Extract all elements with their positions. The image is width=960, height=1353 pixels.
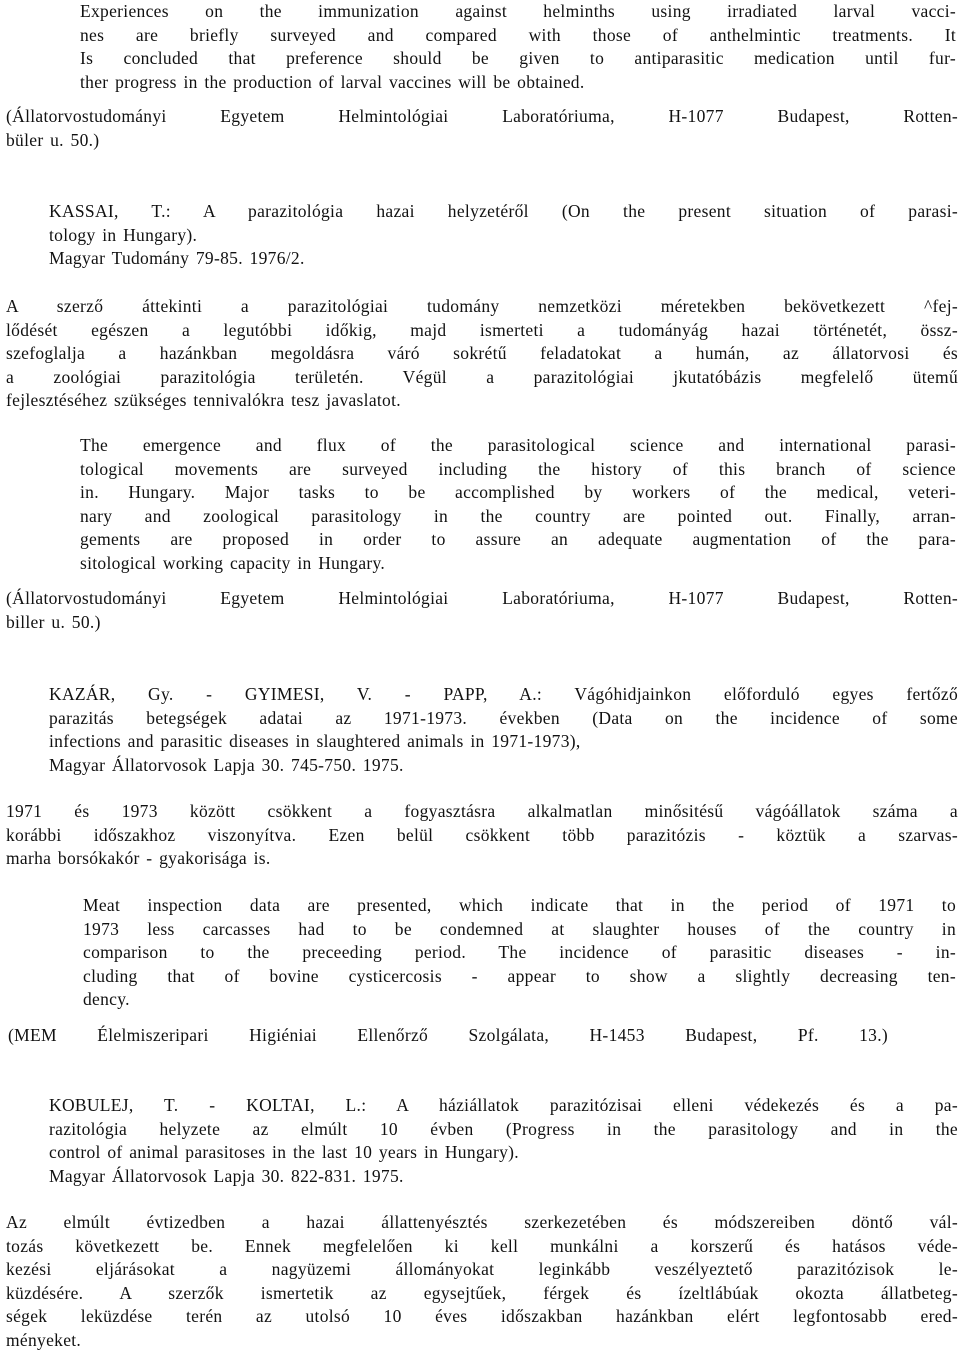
text-line: The emergence and flux of the parasitological science and international parasi- (80, 435, 956, 455)
text-line: Magyar Állatorvosok Lapja 30. 745-750. 1975. (49, 754, 404, 775)
text-line: tology in Hungary). (49, 224, 198, 245)
text-line: marha borsókakór - gyakorisága is. (6, 848, 271, 868)
text-line: korábbi időszakhoz viszonyítva. Ezen belül csökkent több parazitózis - köztük a szarvas- (6, 824, 958, 845)
text-line: Meat inspection data are presented, which indicate that in the period of 1971 to (83, 895, 956, 915)
abstract-en-kassai (80, 434, 956, 575)
text-line: biller u. 50.) (6, 611, 101, 632)
affiliation-kazar (8, 1024, 888, 1048)
text-line: A szerző áttekinti a parazitológiai tudomány nemzetközi méretekben bekövetkezett ^fej- (6, 296, 958, 316)
text-line: dency. (83, 989, 130, 1009)
text-line: kezési eljárásokat a nagyüzemi állományokat leginkább veszélyeztető parazitózisok le- (6, 1259, 958, 1279)
abstract-en-kazar (83, 894, 956, 1012)
text-line: a zoológiai parazitológia területén. Végül a parazitológiai jkutatóbázis megfelelő ütemű (6, 366, 958, 387)
text-line: in. Hungary. Major tasks to be accomplished by workers of the medical, veteri- (80, 482, 956, 502)
text-line: 1973 less carcasses had to be condemned at slaughter houses of the country in (83, 918, 956, 939)
text-line: control of animal parasitoses in the last 10 years in Hungary). (49, 1142, 519, 1162)
text-line: nary and zoological parasitology in the country are pointed out. Finally, arran- (80, 505, 956, 526)
text-line: ther progress in the production of larval vaccines will be obtained. (80, 71, 585, 92)
text-line: Az elmúlt évtizedben a hazai állattenyésztés szerkezetében és módszereiben döntő vál- (6, 1212, 958, 1232)
text-line: cluding that of bovine cysticercosis - appear to show a slightly decreasing ten- (83, 965, 956, 986)
abstract-hu-kassai (6, 295, 958, 413)
text-line: (Állatorvostudományi Egyetem Helmintológiai Laboratóriuma, H-1077 Budapest, Rotten- (6, 588, 958, 608)
text-line: razitológia helyzete az elmúlt 10 évben (Progress in the parasitology and in the (49, 1118, 958, 1139)
text-line: büler u. 50.) (6, 129, 100, 150)
intro-abstract-en (80, 0, 956, 94)
text-line: küzdésére. A szerzők ismertetik az egysejtűek, férgek és ízeltlábúak okozta állatbeteg- (6, 1282, 958, 1303)
text-line: Is concluded that preference should be given to antiparasitic medication until fur- (80, 48, 956, 68)
text-line: comparison to the preceeding period. The incidence of parasitic diseases - in- (83, 942, 956, 962)
text-line: ségek leküzdése terén az utolsó 10 éves időszakban hazánkban elért legfontosabb ered- (6, 1306, 958, 1326)
text-line: (Állatorvostudományi Egyetem Helmintológiai Laboratóriuma, H-1077 Budapest, Rotten- (6, 106, 958, 126)
text-line: KASSAI, T.: A parazitológia hazai helyzetéről (On the present situation of parasi- (49, 201, 958, 221)
text-line: tozás következett be. Ennek megfelelően ki kell munkálni a korszerű és hatásos véde- (6, 1235, 958, 1256)
text-line: sitological working capacity in Hungary. (80, 552, 386, 573)
abstract-hu-kazar (6, 800, 958, 871)
text-line: tological movements are surveyed including the history of this branch of science (80, 458, 956, 479)
citation-kassai (49, 200, 958, 271)
text-line: fejlesztéséhez szükséges tennivalókra tesz javaslatot. (6, 390, 401, 410)
text-line: nes are briefly surveyed and compared with those of anthelmintic treatments. It (80, 24, 956, 45)
text-line: parazitás betegségek adatai az 1971-1973. években (Data on the incidence of some (49, 707, 958, 728)
text-line: KOBULEJ, T. - KOLTAI, L.: A háziállatok parazitózisai elleni védekezés és a pa- (49, 1095, 958, 1115)
text-line: ményeket. (6, 1329, 82, 1350)
text-line: 1971 és 1973 között csökkent a fogyasztásra alkalmatlan minősitésű vágóállatok száma a (6, 801, 958, 821)
affiliation-kassai (6, 587, 958, 634)
text-line: Magyar Tudomány 79-85. 1976/2. (49, 248, 305, 268)
text-line: KAZÁR, Gy. - GYIMESI, V. - PAPP, A.: Vágóhidjainkon előforduló egyes fertőző (49, 684, 958, 704)
text-line: infections and parasitic diseases in slaughtered animals in 1971-1973), (49, 731, 581, 751)
text-line: (MEM Élelmiszeripari Higiéniai Ellenőrző Szolgálata, H-1453 Budapest, Pf. 13.) (8, 1025, 888, 1045)
text-line: gements are proposed in order to assure an adequate augmentation of the para- (80, 529, 956, 549)
text-line: Experiences on the immunization against helminths using irradiated larval vacci- (80, 1, 956, 21)
abstract-hu-kobulej (6, 1211, 958, 1352)
citation-kobulej (49, 1094, 958, 1188)
text-line: Magyar Állatorvosok Lapja 30. 822-831. 1975. (49, 1165, 404, 1186)
text-line: szefoglalja a hazánkban megoldásra váró sokrétű feladatokat a humán, az állatorvosi és (6, 343, 958, 363)
intro-affiliation (6, 105, 958, 152)
citation-kazar (49, 683, 958, 777)
text-line: lődését egészen a legutóbbi időkig, majd ismerteti a tudományág hazai történetét, össz- (6, 319, 958, 340)
